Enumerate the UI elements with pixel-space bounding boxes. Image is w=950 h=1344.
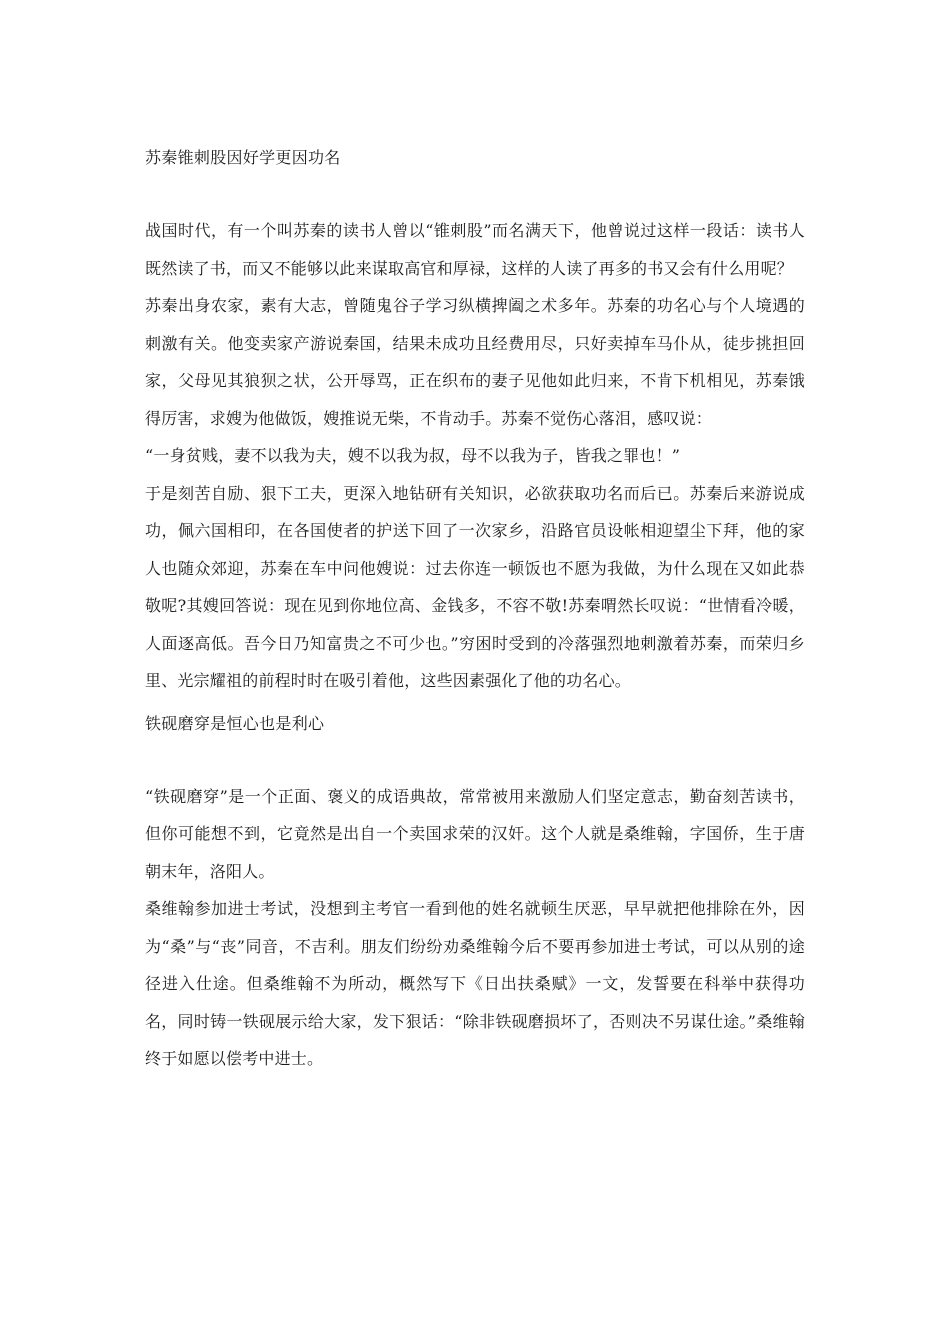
paragraph: 苏秦出身农家，素有大志，曾随鬼谷子学习纵横捭阖之术多年。苏秦的功名心与个人境遇的刺激有关。他变卖家产游说秦国，结果未成功且经费用尽，只好卖掉车马仆从，徒步挑担回家，父母见其狼狈之状，公开辱骂，正在织布的妻子见他如此归来，不肯下机相见，苏秦饿得厉害，求嫂为他做饭，嫂推说无柴，不肯动手。苏秦不觉伤心落泪，感叹说：: [145, 296, 805, 428]
paragraph: “铁砚磨穿”是一个正面、褒义的成语典故，常常被用来激励人们坚定意志，勤奋刻苦读书，但你可能想不到，它竟然是出自一个卖国求荣的汉奸。这个人就是桑维翰，字国侨，生于唐朝末年，洛阳人。: [145, 786, 805, 881]
paragraph-quote: “一身贫贱，妻不以我为夫，嫂不以我为叔，母不以我为子，皆我之罪也！”: [145, 446, 681, 465]
section-title-suqin: 苏秦锥刺股因好学更因功名: [145, 148, 341, 167]
section-title-sangweihan: 铁砚磨穿是恒心也是利心: [145, 713, 325, 733]
paragraph: 于是刻苦自励、狠下工夫，更深入地钻研有关知识，必欲获取功名而后已。苏秦后来游说成功，佩六国相印，在各国使者的护送下回了一次家乡，沿路官员设帐相迎望尘下拜，他的家人也随众郊迎，苏秦在车中问他嫂说：过去你连一顿饭也不愿为我做，为什么现在又如此恭敬呢?其嫂回答说：现在见到你地位高、金钱多，不容不敬!苏秦喟然长叹说：“世情看冷暖，人面逐高低。吾今日乃知富贵之不可少也。”穷困时受到的冷落强烈地刺激着苏秦，而荣归乡里、光宗耀祖的前程时时在吸引着他，这些因素强化了他的功名心。: [145, 483, 805, 690]
paragraph: 桑维翰参加进士考试，没想到主考官一看到他的姓名就顿生厌恶，早早就把他排除在外，因为“桑”与“丧”同音，不吉利。朋友们纷纷劝桑维翰今后不要再参加进士考试，可以从别的途径进入仕途。但桑维翰不为所动，概然写下《日出扶桑赋》一文，发誓要在科举中获得功名，同时铸一铁砚展示给大家，发下狠话：“除非铁砚磨损坏了，否则决不另谋仕途。”桑维翰终于如愿以偿考中进士。: [145, 899, 805, 1068]
spacer: [145, 742, 805, 778]
paragraph: 战国时代，有一个叫苏秦的读书人曾以“锥刺股”而名满天下，他曾说过这样一段话：读书人既然读了书，而又不能够以此来谋取高官和厚禄，这样的人读了再多的书又会有什么用呢？: [145, 221, 805, 278]
spacer: [145, 176, 805, 212]
document-page: [145, 140, 805, 1078]
